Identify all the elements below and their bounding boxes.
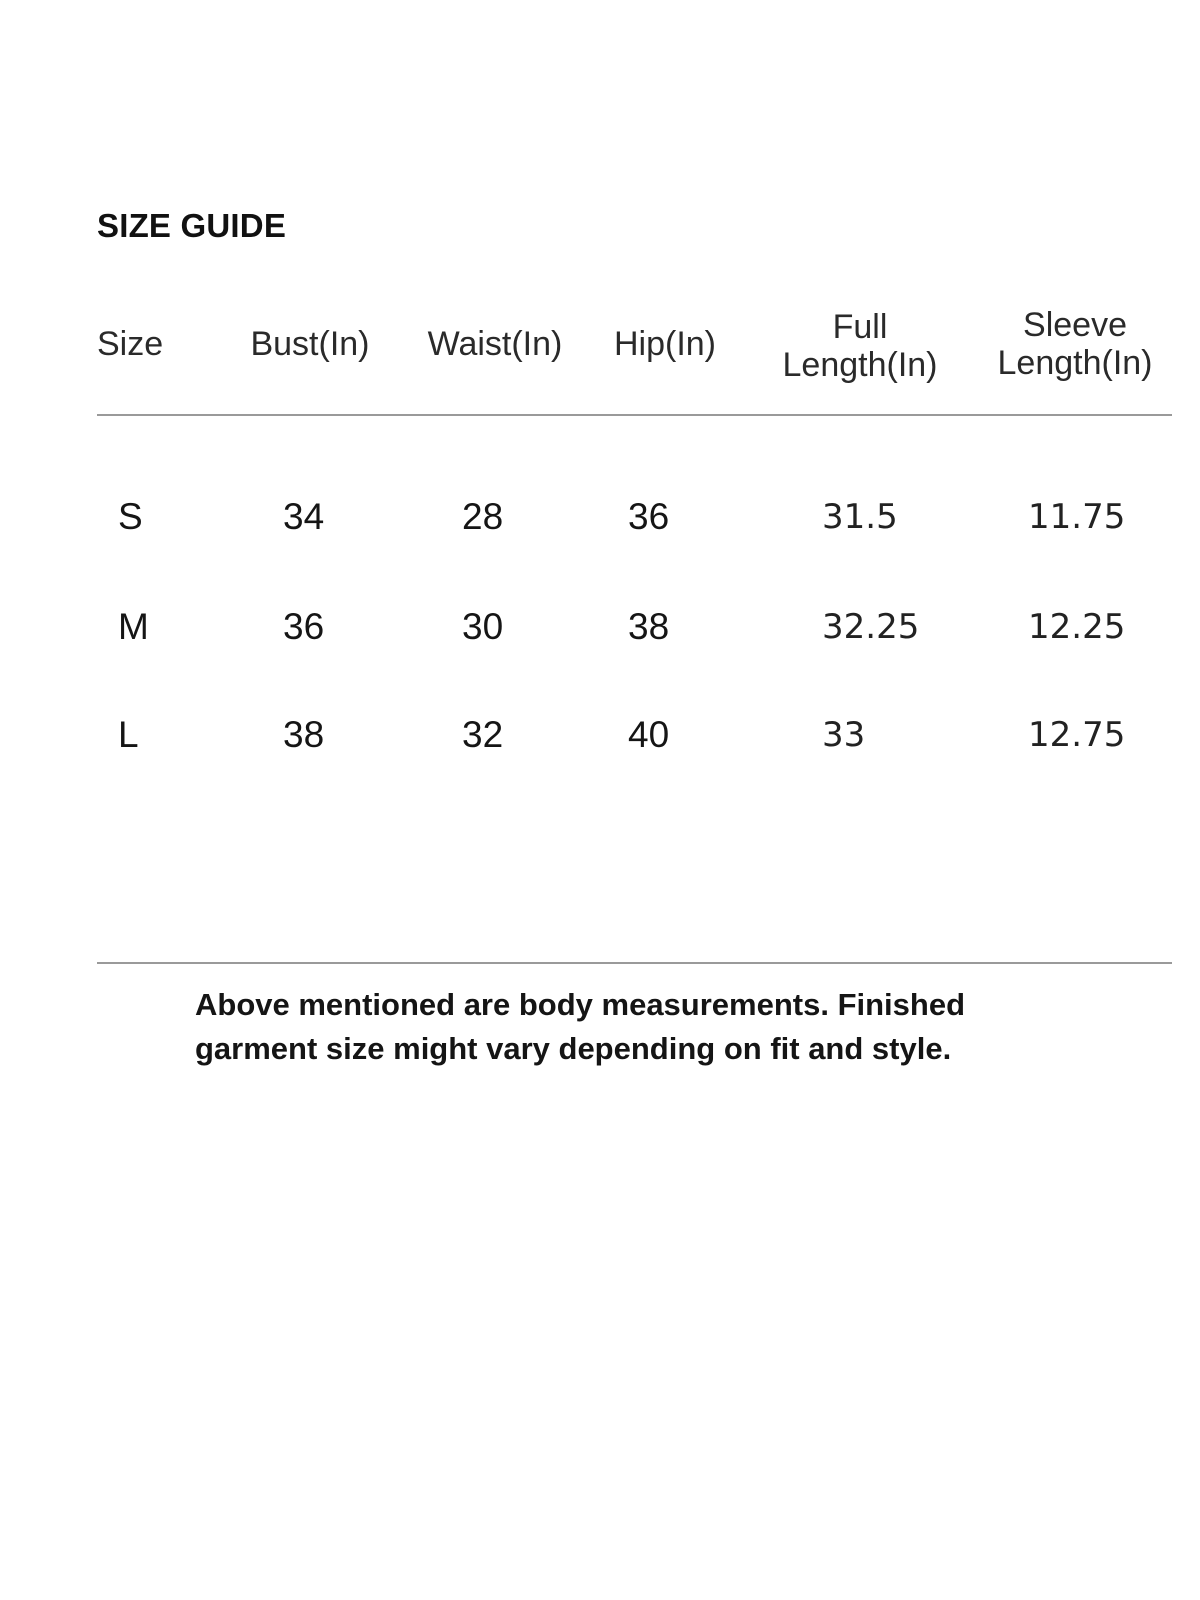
footer-divider [97, 962, 1172, 964]
size-guide-title: SIZE GUIDE [97, 207, 287, 244]
cell-waist: 30 [462, 606, 504, 647]
header-full-length-line-1: Full [832, 308, 888, 346]
cell-hip: 40 [628, 714, 670, 755]
measurement-note-line-1: Above mentioned are body measurements. Finished [195, 987, 966, 1022]
table-row [0, 710, 1200, 760]
header-bust: Bust(In) [250, 325, 370, 363]
cell-bust: 36 [283, 606, 325, 647]
cell-hip: 38 [628, 606, 670, 647]
header-full-length-line-2: Length(In) [782, 346, 938, 384]
header-sleeve-length-line-2: Length(In) [997, 344, 1153, 382]
table-row [0, 492, 1200, 542]
header-sleeve-length [980, 306, 1170, 382]
cell-full-length: 32.25 [822, 607, 920, 647]
cell-hip: 36 [628, 496, 670, 537]
cell-size: L [118, 714, 139, 755]
header-sleeve-length-line-1: Sleeve [1023, 306, 1127, 344]
cell-full-length: 31.5 [822, 497, 898, 537]
cell-waist: 28 [462, 496, 504, 537]
table-row [0, 602, 1200, 652]
measurement-note-line-2: garment size might vary depending on fit and style. [195, 1031, 952, 1066]
header-size: Size [97, 325, 164, 363]
header-full-length [765, 308, 955, 384]
header-divider [97, 414, 1172, 416]
header-waist: Waist(In) [427, 325, 563, 363]
cell-size: M [118, 606, 149, 647]
cell-size: S [118, 496, 143, 537]
cell-sleeve-length: 12.25 [1028, 607, 1126, 647]
cell-full-length: 33 [822, 715, 866, 755]
header-hip: Hip(In) [613, 325, 717, 363]
cell-sleeve-length: 11.75 [1028, 497, 1126, 537]
measurement-note [195, 983, 1095, 1071]
cell-bust: 38 [283, 714, 325, 755]
cell-sleeve-length: 12.75 [1028, 715, 1126, 755]
cell-waist: 32 [462, 714, 504, 755]
cell-bust: 34 [283, 496, 325, 537]
